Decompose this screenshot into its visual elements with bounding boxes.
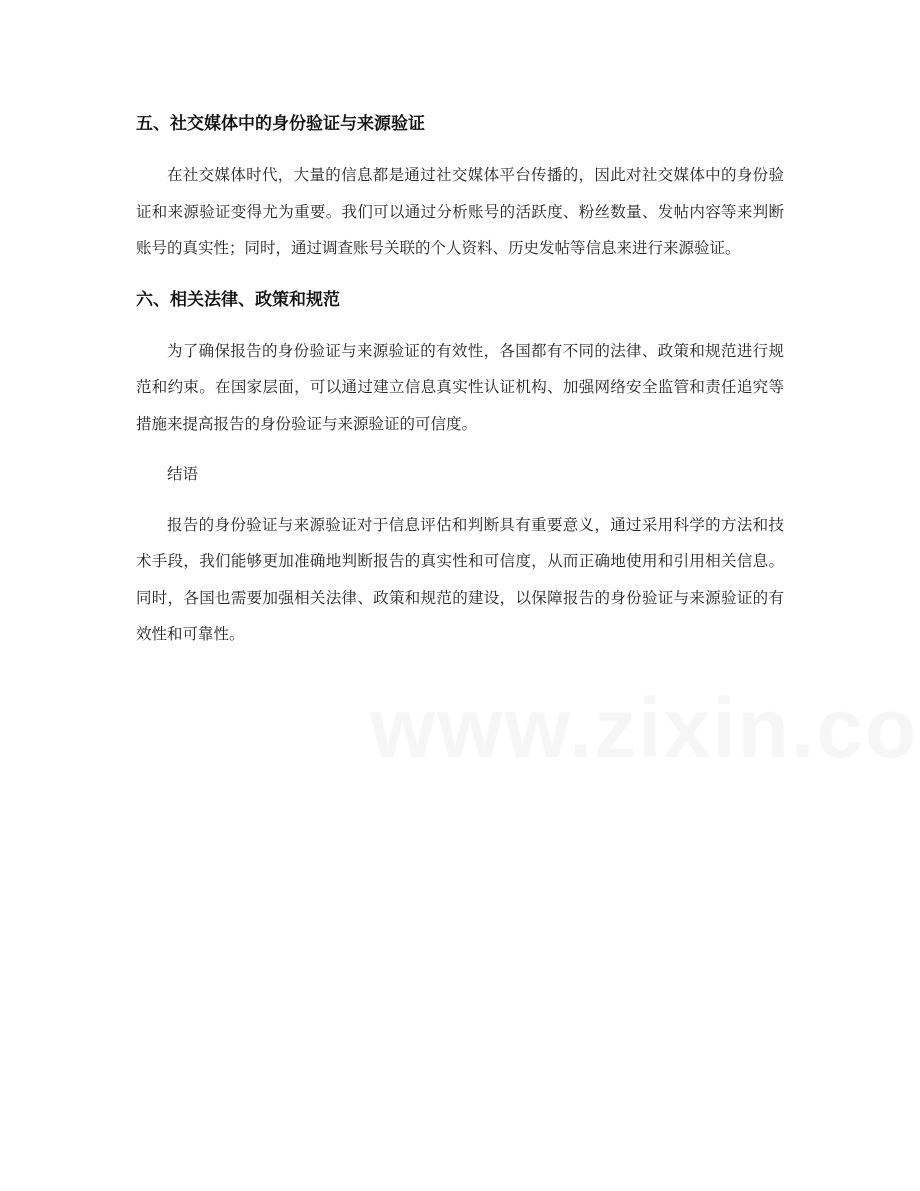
section-5-paragraph: 在社交媒体时代，大量的信息都是通过社交媒体平台传播的，因此对社交媒体中的身份验证和来源验证变得尤为重要。我们可以通过分析账号的活跃度、粉丝数量、发帖内容等来判断账号的真实性；同时，通过调查账号关联的个人资料、历史发帖等信息来进行来源验证。 (136, 166, 784, 257)
section-6-paragraph: 为了确保报告的身份验证与来源验证的有效性，各国都有不同的法律、政策和规范进行规范和约束。在国家层面，可以通过建立信息真实性认证机构、加强网络安全监管和责任追究等措施来提高报告的身份验证与来源验证的可信度。 (136, 341, 784, 433)
section-6-heading: 六、相关法律、政策和规范 (136, 289, 340, 310)
watermark (370, 680, 890, 830)
document-body (136, 104, 784, 653)
section-5-heading: 五、社交媒体中的身份验证与来源验证 (136, 114, 425, 134)
conclusion-paragraph: 报告的身份验证与来源验证对于信息评估和判断具有重要意义，通过采用科学的方法和技术手段，我们能够更加准确地判断报告的真实性和可信度，从而正确地使用和引用相关信息。同时，各国也需要加强相关法律、政策和规范的建设，以保障报告的身份验证与来源验证的有效性和可靠性。 (136, 515, 784, 643)
conclusion-label: 结语 (167, 465, 199, 483)
